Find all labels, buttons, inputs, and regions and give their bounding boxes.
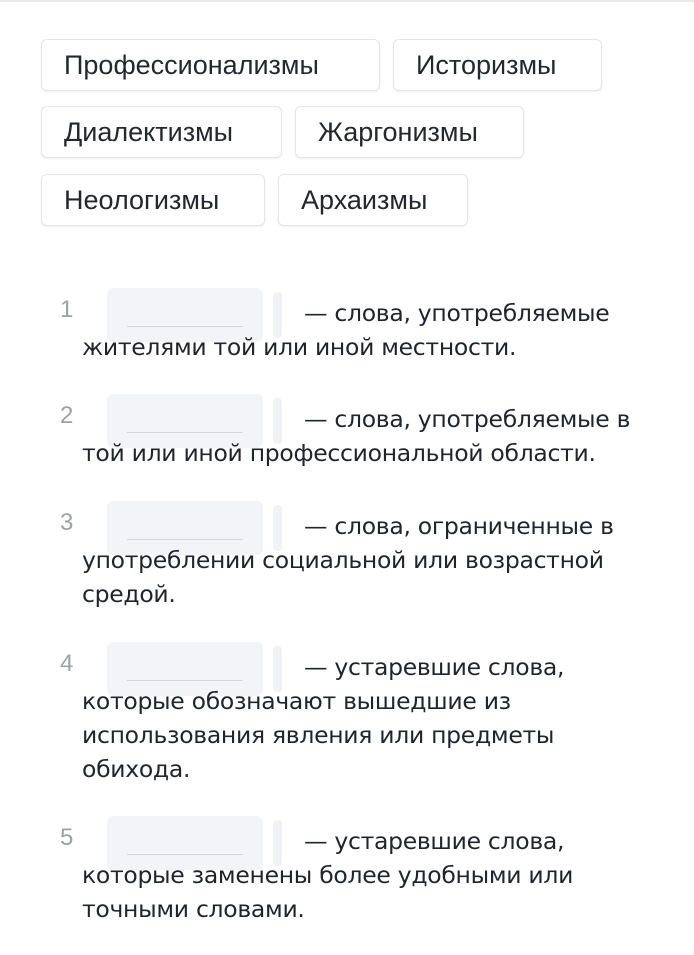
item-number: 1: [60, 296, 74, 323]
item-definition: — слова, употребляемые жителями той или иной местности.: [82, 299, 610, 361]
item-number: 3: [60, 509, 74, 536]
item-number: 4: [60, 650, 74, 677]
word-chip-archaisms[interactable]: Архаизмы: [278, 174, 468, 226]
word-chip-neologisms[interactable]: Неологизмы: [41, 174, 265, 226]
word-chip-historisms[interactable]: Историзмы: [393, 39, 602, 91]
word-chip-jargonisms[interactable]: Жаргонизмы: [295, 106, 524, 158]
item-definition: — устаревшие слова, которые заменены более удобными или точными словами.: [82, 827, 574, 923]
word-chip-dialectisms[interactable]: Диалектизмы: [41, 106, 282, 158]
item-number: 2: [60, 402, 74, 429]
word-chip-professionalisms[interactable]: Профессионализмы: [41, 39, 380, 91]
top-divider: [0, 0, 694, 2]
item-definition: — слова, употребляемые в той или иной профессиональной области.: [82, 405, 631, 467]
item-number: 5: [60, 824, 74, 851]
item-definition: — слова, ограниченные в употреблении социальной или возрастной средой.: [82, 512, 614, 608]
item-definition: — устаревшие слова, которые обозначают вышедшие из использования явления или предметы обихода.: [82, 653, 565, 783]
